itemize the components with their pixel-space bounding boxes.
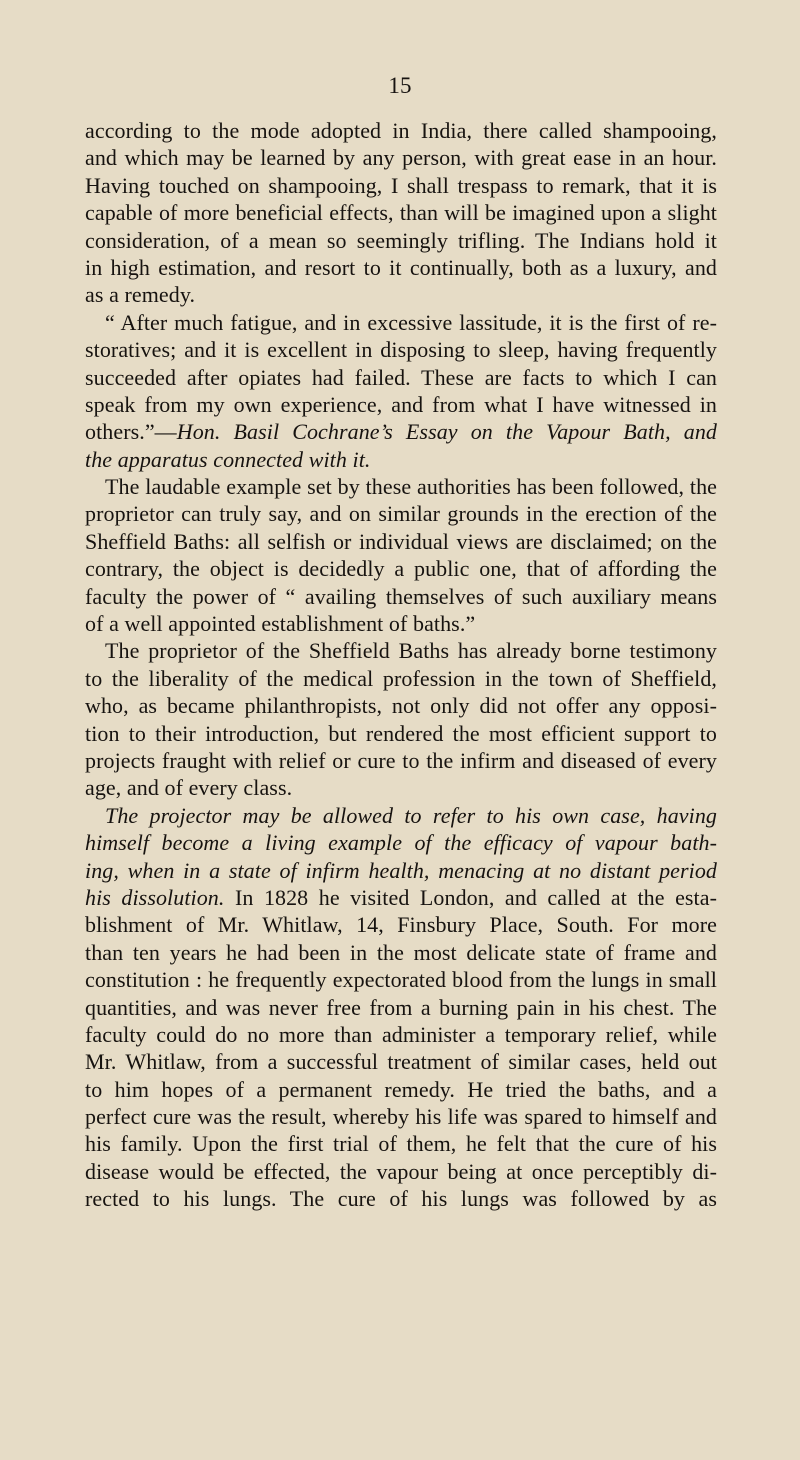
text-run: Having touched on shampooing, I shall trespass to remark, that it is bbox=[85, 172, 717, 198]
text-line-22 bbox=[85, 692, 717, 719]
text-line-35 bbox=[85, 1048, 717, 1075]
text-line-11 bbox=[85, 391, 717, 418]
text-line-15 bbox=[85, 500, 717, 527]
text-line-07 bbox=[85, 281, 717, 308]
text-line-12 bbox=[85, 418, 717, 445]
text-line-16 bbox=[85, 528, 717, 555]
text-line-04 bbox=[85, 199, 717, 226]
text-run: speak from my own experience, and from what I have witnessed in bbox=[85, 391, 717, 417]
text-line-36 bbox=[85, 1076, 717, 1103]
text-run: of a well appointed establishment of baths.” bbox=[85, 611, 476, 637]
citation-text: Hon. Basil Cochrane’s Essay on the Vapour Bath, and bbox=[176, 419, 717, 445]
text-line-05 bbox=[85, 227, 717, 254]
text-line-40 bbox=[85, 1185, 717, 1212]
text-line-08 bbox=[85, 309, 717, 336]
text-run: perfect cure was the result, whereby his life was spared to himself and bbox=[85, 1104, 717, 1130]
text-run: projects fraught with relief or cure to the infirm and diseased of every bbox=[85, 747, 717, 773]
text-run: to the liberality of the medical profession in the town of Sheffield, bbox=[85, 665, 717, 691]
emphasis-text: himself become a living example of the efficacy of vapour bath- bbox=[85, 830, 717, 856]
text-run: his family. Upon the first trial of them, he felt that the cure of his bbox=[85, 1131, 717, 1157]
text-run: The laudable example set by these authorities has been followed, the bbox=[105, 474, 717, 500]
text-run: and which may be learned by any person, with great ease in an hour. bbox=[85, 145, 717, 171]
text-run: blishment of Mr. Whitlaw, 14, Finsbury Place, South. For more bbox=[85, 912, 717, 938]
text-line-18 bbox=[85, 583, 717, 610]
page-number: 15 bbox=[388, 73, 412, 98]
text-run: others.”— bbox=[85, 419, 177, 445]
text-run: The proprietor of the Sheffield Baths has already borne testimony bbox=[105, 638, 717, 664]
text-line-21 bbox=[85, 665, 717, 692]
text-run: in high estimation, and resort to it continually, both as a luxury, and bbox=[85, 254, 717, 280]
text-line-26 bbox=[85, 802, 717, 829]
text-run: “ After much fatigue, and in excessive lassitude, it is the first of re- bbox=[105, 309, 717, 335]
text-line-10 bbox=[85, 364, 717, 391]
text-run: Mr. Whitlaw, from a successful treatment of similar cases, held out bbox=[85, 1049, 717, 1075]
text-run: as a remedy. bbox=[85, 282, 196, 308]
text-run: capable of more beneficial effects, than will be imagined upon a slight bbox=[85, 200, 717, 226]
text-line-20 bbox=[85, 637, 717, 664]
text-run: constitution : he frequently expectorated blood from the lungs in small bbox=[85, 967, 717, 993]
emphasis-text: his dissolution. bbox=[85, 884, 225, 910]
text-run: succeeded after opiates had failed. These are facts to which I can bbox=[85, 364, 717, 390]
text-run: tion to their introduction, but rendered the most efficient support to bbox=[85, 720, 717, 746]
text-run: storatives; and it is excellent in disposing to sleep, having frequently bbox=[85, 337, 717, 363]
text-line-29 bbox=[85, 884, 717, 911]
text-run: to him hopes of a permanent remedy. He tried the baths, and a bbox=[85, 1076, 717, 1102]
text-line-03 bbox=[85, 172, 717, 199]
text-line-38 bbox=[85, 1130, 717, 1157]
text-line-02 bbox=[85, 144, 717, 171]
text-run: according to the mode adopted in India, there called shampooing, bbox=[85, 118, 717, 143]
text-line-01 bbox=[85, 117, 717, 144]
text-line-27 bbox=[85, 829, 717, 856]
text-line-37 bbox=[85, 1103, 717, 1130]
emphasis-text: ing, when in a state of infirm health, menacing at no distant period bbox=[85, 857, 717, 883]
text-line-17 bbox=[85, 555, 717, 582]
emphasis-text: The projector may be allowed to refer to his own case, having bbox=[105, 802, 717, 828]
text-run: disease would be effected, the vapour being at once perceptibly di- bbox=[85, 1158, 717, 1184]
text-run: Sheffield Baths: all selfish or individual views are disclaimed; on the bbox=[85, 528, 717, 554]
text-line-06 bbox=[85, 254, 717, 281]
text-run: rected to his lungs. The cure of his lungs was followed by as bbox=[85, 1186, 717, 1212]
text-line-34 bbox=[85, 1021, 717, 1048]
text-line-39 bbox=[85, 1158, 717, 1185]
text-run: age, and of every class. bbox=[85, 775, 293, 801]
text-line-14 bbox=[85, 473, 717, 500]
text-line-28 bbox=[85, 857, 717, 884]
text-line-24 bbox=[85, 747, 717, 774]
text-run: quantities, and was never free from a burning pain in his chest. The bbox=[85, 994, 717, 1020]
text-line-13 bbox=[85, 446, 717, 473]
text-run: who, as became philanthropists, not only did not offer any opposi- bbox=[85, 693, 717, 719]
text-run: faculty could do no more than administer a temporary relief, while bbox=[85, 1021, 717, 1047]
text-line-31 bbox=[85, 939, 717, 966]
text-line-30 bbox=[85, 911, 717, 938]
text-line-09 bbox=[85, 336, 717, 363]
text-line-23 bbox=[85, 720, 717, 747]
text-run: consideration, of a mean so seemingly trifling. The Indians hold it bbox=[85, 227, 717, 253]
text-run: contrary, the object is decidedly a public one, that of affording the bbox=[85, 556, 717, 582]
body-text bbox=[85, 117, 717, 1213]
text-run: faculty the power of “ availing themselves of such auxiliary means bbox=[85, 583, 717, 609]
citation-text: the apparatus connected with it. bbox=[85, 446, 371, 472]
text-line-25 bbox=[85, 774, 717, 801]
text-run: than ten years he had been in the most delicate state of frame and bbox=[85, 939, 717, 965]
text-line-19 bbox=[85, 610, 717, 637]
text-line-33 bbox=[85, 994, 717, 1021]
text-line-32 bbox=[85, 966, 717, 993]
text-run: In 1828 he visited London, and called at the esta- bbox=[224, 884, 717, 910]
text-run: proprietor can truly say, and on similar grounds in the erection of the bbox=[85, 501, 717, 527]
